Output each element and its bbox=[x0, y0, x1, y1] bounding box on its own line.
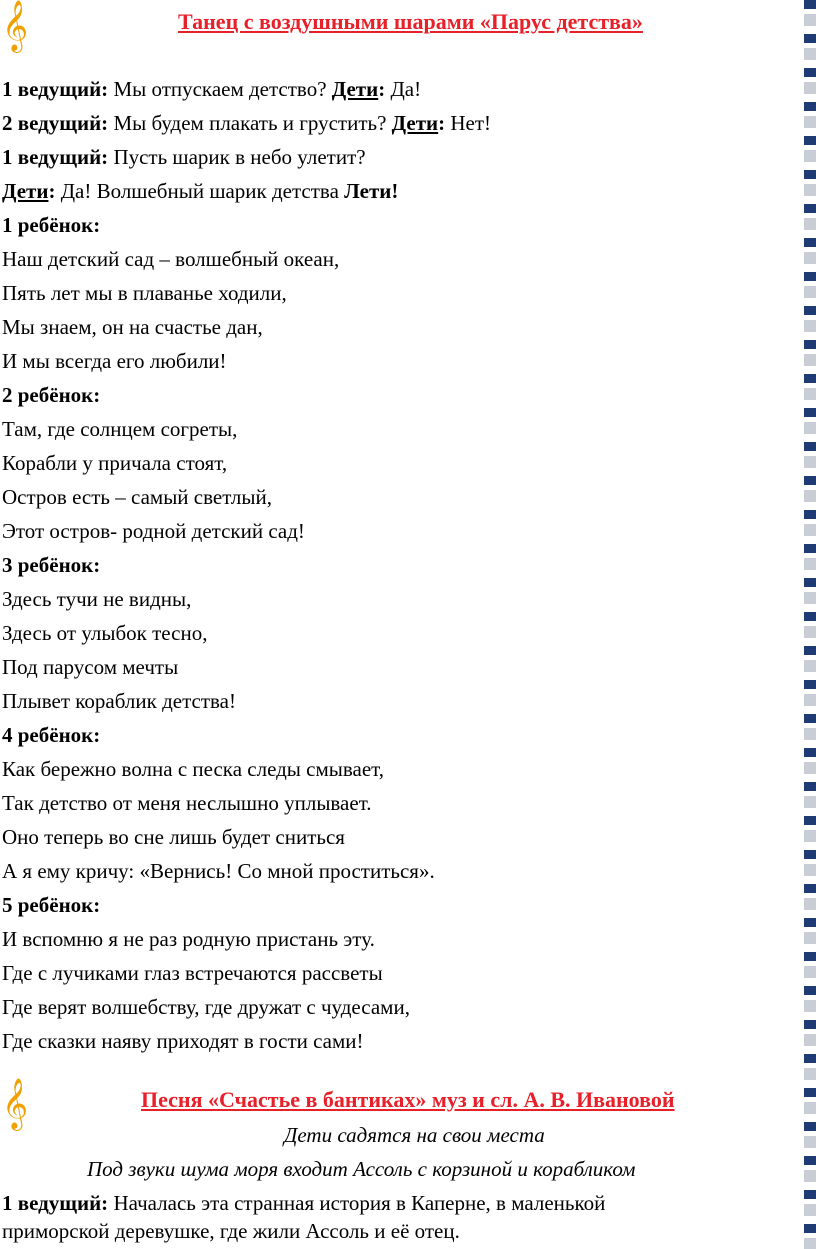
dialogue-line bbox=[2, 144, 366, 170]
poem-line: Этот остров- родной детский сад! bbox=[2, 519, 305, 543]
poem-line: Мы знаем, он на счастье дан, bbox=[2, 315, 263, 339]
line-text-bold: Лети! bbox=[344, 179, 399, 203]
poem-line: Наш детский сад – волшебный океан, bbox=[2, 247, 340, 271]
poem-line: Пять лет мы в плаванье ходили, bbox=[2, 281, 287, 305]
poem-line: Здесь тучи не видны, bbox=[2, 587, 192, 611]
speaker-heading: 3 ребёнок: bbox=[2, 553, 101, 577]
line-text: Нет! bbox=[445, 111, 492, 135]
speaker-heading: 4 ребёнок: bbox=[2, 723, 101, 747]
poem-line: Где с лучиками глаз встречаются рассветы bbox=[2, 961, 383, 985]
decorative-page-border bbox=[804, 0, 816, 1249]
treble-clef-icon: 𝄞 bbox=[2, 1078, 29, 1129]
poem-line: Здесь от улыбок тесно, bbox=[2, 621, 208, 645]
poem-line: Так детство от меня неслышно уплывает. bbox=[2, 791, 372, 815]
speaker-heading: 1 ребёнок: bbox=[2, 213, 101, 237]
dialogue-line bbox=[2, 1190, 605, 1216]
poem-line: Корабли у причала стоят, bbox=[2, 451, 228, 475]
dialogue-line-continued: приморской деревушке, где жили Ассоль и её отец. bbox=[2, 1219, 460, 1243]
section-title: Танец с воздушными шарами «Парус детства» bbox=[178, 9, 643, 34]
speaker-label: Дети bbox=[331, 77, 379, 101]
poem-line: А я ему кричу: «Вернись! Со мной проститься». bbox=[2, 859, 435, 883]
speaker-heading: 2 ребёнок: bbox=[2, 383, 101, 407]
colon: : bbox=[48, 179, 56, 203]
line-text: Да! Волшебный шарик детства bbox=[55, 179, 345, 203]
stage-direction: Под звуки шума моря входит Ассоль с корзиной и корабликом bbox=[87, 1157, 636, 1181]
poem-line: Где сказки наяву приходят в гости сами! bbox=[2, 1029, 364, 1053]
speaker-label: Дети bbox=[391, 111, 439, 135]
speaker-label: 1 ведущий: bbox=[2, 145, 109, 169]
speaker-label: 1 ведущий: bbox=[2, 77, 109, 101]
colon: : bbox=[438, 111, 446, 135]
poem-line: Где верят волшебству, где дружат с чудесами, bbox=[2, 995, 410, 1019]
speaker-label: 2 ведущий: bbox=[2, 111, 109, 135]
poem-line: Как бережно волна с песка следы смывает, bbox=[2, 757, 384, 781]
treble-clef-icon: 𝄞 bbox=[2, 0, 29, 51]
line-text: Пусть шарик в небо улетит? bbox=[108, 145, 366, 169]
poem-line: Оно теперь во сне лишь будет сниться bbox=[2, 825, 345, 849]
line-text: Мы будем плакать и грустить? bbox=[108, 111, 392, 135]
dialogue-line bbox=[2, 76, 421, 102]
poem-line: Остров есть – самый светлый, bbox=[2, 485, 272, 509]
line-text: Да! bbox=[385, 77, 422, 101]
poem-line: И мы всегда его любили! bbox=[2, 349, 227, 373]
line-text: Началась эта странная история в Каперне, в маленькой bbox=[108, 1191, 606, 1215]
speaker-label: 1 ведущий: bbox=[2, 1191, 109, 1215]
poem-line: Там, где солнцем согреты, bbox=[2, 417, 238, 441]
poem-line: Под парусом мечты bbox=[2, 655, 179, 679]
stage-direction: Дети садятся на свои места bbox=[284, 1123, 545, 1147]
line-text: Мы отпускаем детство? bbox=[108, 77, 332, 101]
dialogue-line bbox=[2, 178, 398, 204]
poem-line: И вспомню я не раз родную пристань эту. bbox=[2, 927, 375, 951]
speaker-label: Дети bbox=[2, 179, 49, 203]
dialogue-line bbox=[2, 110, 491, 136]
section-title: Песня «Счастье в бантиках» муз и сл. А. В. Ивановой bbox=[141, 1087, 675, 1112]
colon: : bbox=[378, 77, 386, 101]
poem-line: Плывет кораблик детства! bbox=[2, 689, 236, 713]
speaker-heading: 5 ребёнок: bbox=[2, 893, 101, 917]
